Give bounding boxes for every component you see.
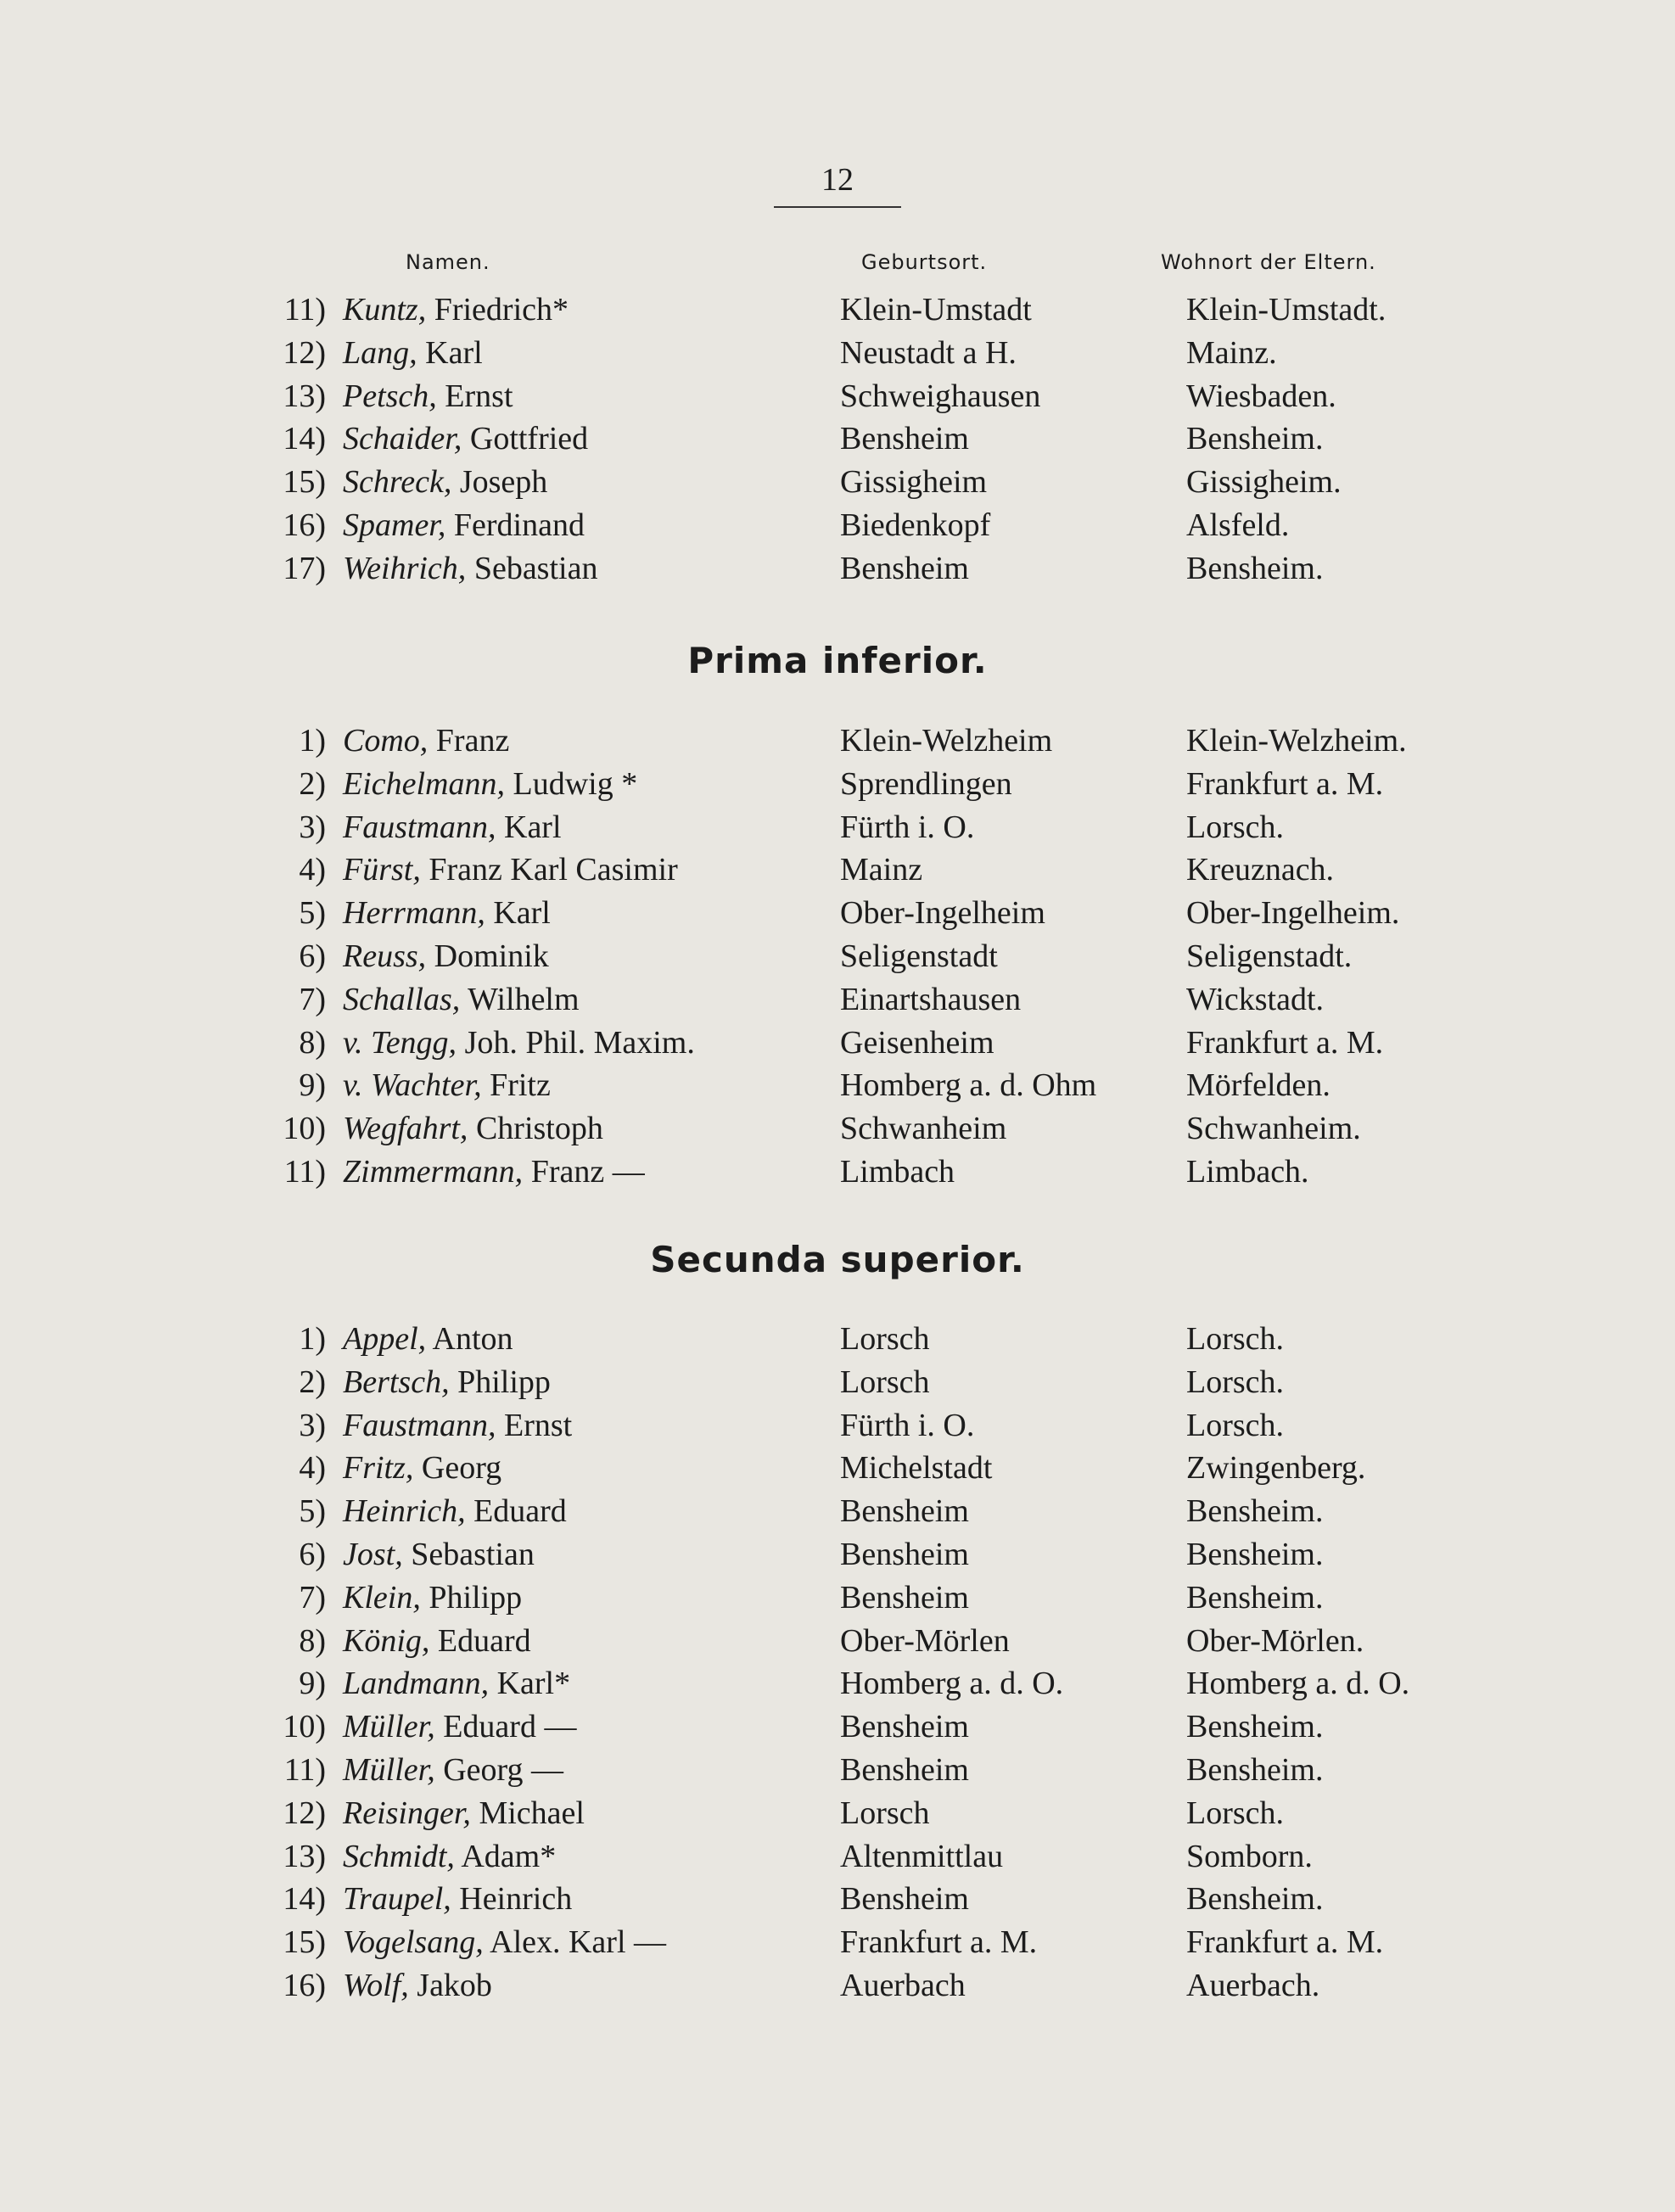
student-surname: Kuntz, bbox=[343, 292, 427, 328]
student-surname: Vogelsang, bbox=[343, 1924, 484, 1961]
student-birthplace: Klein-Umstadt bbox=[840, 292, 1032, 328]
student-number: 7) bbox=[299, 981, 326, 1017]
student-birthplace: Einartshausen bbox=[840, 981, 1022, 1017]
column-headers bbox=[0, 250, 1675, 281]
student-surname: Fritz, bbox=[343, 1450, 414, 1487]
student-given-name: Joseph bbox=[459, 464, 548, 501]
student-birthplace: Sprendlingen bbox=[840, 765, 1012, 802]
student-given-name: Fritz bbox=[490, 1067, 551, 1104]
student-surname: König, bbox=[343, 1622, 430, 1659]
student-given-name: Anton bbox=[432, 1321, 513, 1357]
parents-residence: Frankfurt a. M. bbox=[1186, 765, 1384, 802]
student-name bbox=[343, 1662, 570, 1705]
student-number: 8) bbox=[299, 1622, 326, 1659]
student-number: 3) bbox=[299, 809, 326, 845]
student-birthplace: Klein-Welzheim bbox=[840, 723, 1053, 759]
student-row bbox=[0, 848, 1675, 892]
student-given-name: Georg bbox=[421, 1450, 502, 1487]
page-number: 12 bbox=[821, 162, 854, 198]
student-birthplace: Homberg a. d. O. bbox=[840, 1666, 1064, 1702]
student-number: 9) bbox=[299, 1067, 326, 1104]
student-number: 5) bbox=[299, 1493, 326, 1530]
student-number: 11) bbox=[283, 1153, 326, 1190]
student-birthplace: Homberg a. d. Ohm bbox=[840, 1067, 1097, 1104]
student-surname: Müller, bbox=[343, 1709, 435, 1745]
student-row bbox=[0, 892, 1675, 935]
student-number: 1) bbox=[299, 723, 326, 759]
student-surname: Bertsch, bbox=[343, 1364, 450, 1400]
student-surname: v. Tengg, bbox=[343, 1024, 457, 1061]
student-given-name: Christoph bbox=[475, 1111, 603, 1147]
student-number: 6) bbox=[299, 938, 326, 974]
student-given-name: Ludwig * bbox=[513, 765, 638, 802]
student-given-name: Karl bbox=[493, 895, 551, 932]
student-row bbox=[0, 1361, 1675, 1404]
student-birthplace: Michelstadt bbox=[840, 1450, 993, 1487]
parents-residence: Lorsch. bbox=[1186, 1407, 1285, 1443]
student-number: 16) bbox=[283, 1967, 326, 2003]
student-birthplace: Neustadt a H. bbox=[840, 334, 1017, 371]
student-name bbox=[343, 806, 562, 849]
parents-residence: Somborn. bbox=[1186, 1838, 1313, 1874]
student-birthplace: Schweighausen bbox=[840, 378, 1041, 414]
student-number: 1) bbox=[299, 1321, 326, 1357]
student-row bbox=[0, 720, 1675, 763]
student-row bbox=[0, 332, 1675, 375]
student-name bbox=[343, 1361, 551, 1404]
student-row bbox=[0, 375, 1675, 418]
student-surname: Lang, bbox=[343, 334, 417, 371]
parents-residence: Bensheim. bbox=[1186, 1751, 1324, 1788]
student-birthplace: Bensheim bbox=[840, 421, 969, 457]
student-row bbox=[0, 1921, 1675, 1964]
student-name bbox=[343, 763, 637, 806]
student-birthplace: Frankfurt a. M. bbox=[840, 1924, 1038, 1961]
parents-residence: Wiesbaden. bbox=[1186, 378, 1336, 414]
student-number: 11) bbox=[283, 292, 326, 328]
student-birthplace: Altenmittlau bbox=[840, 1838, 1004, 1874]
student-surname: Weihrich, bbox=[343, 550, 467, 586]
parents-residence: Mörfelden. bbox=[1186, 1067, 1330, 1104]
student-name bbox=[343, 1022, 695, 1065]
parents-residence: Gissigheim. bbox=[1186, 464, 1342, 501]
student-name bbox=[343, 1151, 645, 1194]
student-number: 10) bbox=[283, 1709, 326, 1745]
student-surname: Klein, bbox=[343, 1579, 421, 1616]
student-row bbox=[0, 1964, 1675, 2008]
parents-residence: Bensheim. bbox=[1186, 1493, 1324, 1530]
student-name bbox=[343, 720, 509, 763]
parents-residence: Frankfurt a. M. bbox=[1186, 1924, 1384, 1961]
parents-residence: Klein-Welzheim. bbox=[1186, 723, 1407, 759]
student-birthplace: Geisenheim bbox=[840, 1024, 994, 1061]
parents-residence: Klein-Umstadt. bbox=[1186, 292, 1386, 328]
student-name bbox=[343, 1107, 603, 1151]
student-number: 5) bbox=[299, 895, 326, 932]
header-name: Namen. bbox=[406, 250, 490, 274]
student-name bbox=[343, 1490, 567, 1533]
student-number: 14) bbox=[283, 1881, 326, 1918]
student-surname: Heinrich, bbox=[343, 1493, 466, 1530]
student-row bbox=[0, 288, 1675, 332]
student-surname: Fürst, bbox=[343, 852, 421, 888]
student-birthplace: Lorsch bbox=[840, 1795, 930, 1831]
header-residence: Wohnort der Eltern. bbox=[1161, 250, 1376, 274]
parents-residence: Bensheim. bbox=[1186, 1536, 1324, 1572]
parents-residence: Lorsch. bbox=[1186, 1364, 1285, 1400]
student-given-name: Karl bbox=[504, 809, 562, 845]
student-surname: Faustmann, bbox=[343, 809, 496, 845]
student-surname: Herrmann, bbox=[343, 895, 485, 932]
parents-residence: Lorsch. bbox=[1186, 809, 1285, 845]
student-surname: Schmidt, bbox=[343, 1838, 455, 1874]
section-title-prima-inferior: Prima inferior. bbox=[687, 640, 988, 681]
student-given-name: Sebastian bbox=[473, 550, 598, 586]
student-row bbox=[0, 1064, 1675, 1107]
student-row bbox=[0, 763, 1675, 806]
student-row bbox=[0, 1576, 1675, 1620]
student-row bbox=[0, 978, 1675, 1022]
student-birthplace: Bensheim bbox=[840, 550, 969, 586]
student-surname: Reuss, bbox=[343, 938, 427, 974]
parents-residence: Zwingenberg. bbox=[1186, 1450, 1366, 1487]
student-birthplace: Lorsch bbox=[840, 1321, 930, 1357]
student-given-name: Philipp bbox=[429, 1579, 523, 1616]
parents-residence: Auerbach. bbox=[1186, 1967, 1320, 2003]
student-name bbox=[343, 1404, 572, 1448]
student-name bbox=[343, 547, 597, 591]
student-row bbox=[0, 1151, 1675, 1194]
student-name bbox=[343, 978, 580, 1022]
student-row bbox=[0, 504, 1675, 547]
student-name bbox=[343, 332, 483, 375]
student-given-name: Eduard bbox=[437, 1622, 531, 1659]
student-birthplace: Bensheim bbox=[840, 1579, 969, 1616]
student-given-name: Jakob bbox=[417, 1967, 492, 2003]
student-given-name: Franz Karl Casimir bbox=[429, 852, 678, 888]
student-name bbox=[343, 1533, 535, 1576]
parents-residence: Bensheim. bbox=[1186, 550, 1324, 586]
student-given-name: Eduard bbox=[473, 1493, 567, 1530]
student-row bbox=[0, 1835, 1675, 1879]
student-surname: Reisinger, bbox=[343, 1795, 471, 1831]
student-number: 15) bbox=[283, 1924, 326, 1961]
student-list-continued bbox=[0, 288, 1675, 591]
student-given-name: Georg — bbox=[443, 1751, 563, 1788]
student-number: 15) bbox=[283, 464, 326, 501]
student-number: 7) bbox=[299, 1579, 326, 1616]
student-list-secunda-superior bbox=[0, 1318, 1675, 2008]
student-surname: v. Wachter, bbox=[343, 1067, 482, 1104]
student-given-name: Alex. Karl — bbox=[490, 1924, 667, 1961]
student-name bbox=[343, 288, 569, 332]
student-name bbox=[343, 1792, 585, 1835]
student-birthplace: Bensheim bbox=[840, 1536, 969, 1572]
header-birthplace: Geburtsort. bbox=[861, 250, 988, 274]
student-given-name: Heinrich bbox=[459, 1881, 573, 1918]
student-list-prima-inferior bbox=[0, 720, 1675, 1194]
student-number: 14) bbox=[283, 421, 326, 457]
section-title-secunda-superior: Secunda superior. bbox=[650, 1239, 1025, 1280]
student-name bbox=[343, 892, 551, 935]
student-number: 6) bbox=[299, 1536, 326, 1572]
parents-residence: Kreuznach. bbox=[1186, 852, 1335, 888]
student-birthplace: Mainz bbox=[840, 852, 923, 888]
parents-residence: Schwanheim. bbox=[1186, 1111, 1361, 1147]
student-name bbox=[343, 1749, 563, 1792]
parents-residence: Ober-Mörlen. bbox=[1186, 1622, 1364, 1659]
student-birthplace: Ober-Mörlen bbox=[840, 1622, 1010, 1659]
student-number: 16) bbox=[283, 507, 326, 543]
student-given-name: Ernst bbox=[445, 378, 513, 414]
page-number-rule bbox=[774, 206, 901, 208]
student-name bbox=[343, 1878, 572, 1921]
student-birthplace: Limbach bbox=[840, 1153, 955, 1190]
student-name bbox=[343, 417, 588, 461]
student-row bbox=[0, 1447, 1675, 1490]
student-given-name: Friedrich* bbox=[434, 292, 569, 328]
student-surname: Zimmermann, bbox=[343, 1153, 524, 1190]
student-birthplace: Bensheim bbox=[840, 1881, 969, 1918]
student-surname: Wolf, bbox=[343, 1967, 409, 2003]
student-number: 13) bbox=[283, 1838, 326, 1874]
student-number: 4) bbox=[299, 1450, 326, 1487]
parents-residence: Seligenstadt. bbox=[1186, 938, 1353, 974]
student-row bbox=[0, 1620, 1675, 1663]
student-birthplace: Lorsch bbox=[840, 1364, 930, 1400]
student-given-name: Karl bbox=[425, 334, 483, 371]
student-name bbox=[343, 1921, 666, 1964]
student-given-name: Ernst bbox=[504, 1407, 573, 1443]
student-row bbox=[0, 1318, 1675, 1361]
student-given-name: Gottfried bbox=[469, 421, 589, 457]
student-birthplace: Ober-Ingelheim bbox=[840, 895, 1045, 932]
student-name bbox=[343, 935, 549, 978]
parents-residence: Frankfurt a. M. bbox=[1186, 1024, 1384, 1061]
student-number: 4) bbox=[299, 852, 326, 888]
student-row bbox=[0, 935, 1675, 978]
student-row bbox=[0, 1705, 1675, 1749]
student-number: 10) bbox=[283, 1111, 326, 1147]
parents-residence: Mainz. bbox=[1186, 334, 1277, 371]
student-number: 3) bbox=[299, 1407, 326, 1443]
student-surname: Müller, bbox=[343, 1751, 435, 1788]
parents-residence: Lorsch. bbox=[1186, 1321, 1285, 1357]
student-given-name: Karl* bbox=[496, 1666, 571, 1702]
student-given-name: Joh. Phil. Maxim. bbox=[464, 1024, 695, 1061]
student-number: 12) bbox=[283, 1795, 326, 1831]
student-surname: Traupel, bbox=[343, 1881, 451, 1918]
student-row bbox=[0, 806, 1675, 849]
student-surname: Landmann, bbox=[343, 1666, 490, 1702]
student-number: 9) bbox=[299, 1666, 326, 1702]
student-number: 2) bbox=[299, 1364, 326, 1400]
student-surname: Spamer, bbox=[343, 507, 446, 543]
student-surname: Schaider, bbox=[343, 421, 462, 457]
student-birthplace: Bensheim bbox=[840, 1751, 969, 1788]
student-surname: Faustmann, bbox=[343, 1407, 496, 1443]
student-name bbox=[343, 1318, 513, 1361]
parents-residence: Alsfeld. bbox=[1186, 507, 1290, 543]
student-name bbox=[343, 1620, 531, 1663]
student-given-name: Franz bbox=[435, 723, 510, 759]
student-number: 17) bbox=[283, 550, 326, 586]
student-birthplace: Biedenkopf bbox=[840, 507, 991, 543]
student-surname: Schreck, bbox=[343, 464, 452, 501]
student-name bbox=[343, 461, 547, 504]
student-birthplace: Fürth i. O. bbox=[840, 809, 975, 845]
student-surname: Eichelmann, bbox=[343, 765, 506, 802]
parents-residence: Bensheim. bbox=[1186, 1881, 1324, 1918]
parents-residence: Limbach. bbox=[1186, 1153, 1309, 1190]
student-number: 13) bbox=[283, 378, 326, 414]
parents-residence: Ober-Ingelheim. bbox=[1186, 895, 1400, 932]
parents-residence: Bensheim. bbox=[1186, 1579, 1324, 1616]
student-name bbox=[343, 1705, 576, 1749]
student-surname: Como, bbox=[343, 723, 429, 759]
student-name bbox=[343, 1576, 522, 1620]
student-birthplace: Gissigheim bbox=[840, 464, 988, 501]
student-given-name: Dominik bbox=[434, 938, 549, 974]
student-name bbox=[343, 1447, 501, 1490]
student-row bbox=[0, 1533, 1675, 1576]
student-row bbox=[0, 1107, 1675, 1151]
student-number: 11) bbox=[283, 1751, 326, 1788]
student-name bbox=[343, 848, 678, 892]
parents-residence: Bensheim. bbox=[1186, 1709, 1324, 1745]
parents-residence: Bensheim. bbox=[1186, 421, 1324, 457]
student-birthplace: Schwanheim bbox=[840, 1111, 1007, 1147]
student-name bbox=[343, 375, 513, 418]
parents-residence: Wickstadt. bbox=[1186, 981, 1325, 1017]
student-birthplace: Bensheim bbox=[840, 1493, 969, 1530]
student-given-name: Eduard — bbox=[443, 1709, 577, 1745]
student-surname: Petsch, bbox=[343, 378, 437, 414]
student-given-name: Adam* bbox=[461, 1838, 557, 1874]
student-birthplace: Auerbach bbox=[840, 1967, 966, 2003]
student-row bbox=[0, 1878, 1675, 1921]
student-row bbox=[0, 1490, 1675, 1533]
student-name bbox=[343, 1064, 551, 1107]
student-row bbox=[0, 1749, 1675, 1792]
student-row bbox=[0, 417, 1675, 461]
student-given-name: Franz — bbox=[530, 1153, 645, 1190]
student-name bbox=[343, 1964, 492, 2008]
student-given-name: Philipp bbox=[457, 1364, 551, 1400]
student-name bbox=[343, 1835, 556, 1879]
student-given-name: Michael bbox=[479, 1795, 585, 1831]
student-given-name: Ferdinand bbox=[453, 507, 585, 543]
student-row bbox=[0, 547, 1675, 591]
student-row bbox=[0, 1792, 1675, 1835]
student-row bbox=[0, 1404, 1675, 1448]
student-surname: Wegfahrt, bbox=[343, 1111, 468, 1147]
student-birthplace: Seligenstadt bbox=[840, 938, 998, 974]
student-number: 12) bbox=[283, 334, 326, 371]
student-row bbox=[0, 1022, 1675, 1065]
student-birthplace: Fürth i. O. bbox=[840, 1407, 975, 1443]
student-surname: Schallas, bbox=[343, 981, 461, 1017]
student-given-name: Wilhelm bbox=[468, 981, 580, 1017]
student-row bbox=[0, 1662, 1675, 1705]
parents-residence: Lorsch. bbox=[1186, 1795, 1285, 1831]
student-row bbox=[0, 461, 1675, 504]
student-birthplace: Bensheim bbox=[840, 1709, 969, 1745]
student-number: 8) bbox=[299, 1024, 326, 1061]
parents-residence: Homberg a. d. O. bbox=[1186, 1666, 1410, 1702]
student-given-name: Sebastian bbox=[411, 1536, 535, 1572]
student-number: 2) bbox=[299, 765, 326, 802]
student-surname: Appel, bbox=[343, 1321, 427, 1357]
student-name bbox=[343, 504, 585, 547]
student-surname: Jost, bbox=[343, 1536, 403, 1572]
